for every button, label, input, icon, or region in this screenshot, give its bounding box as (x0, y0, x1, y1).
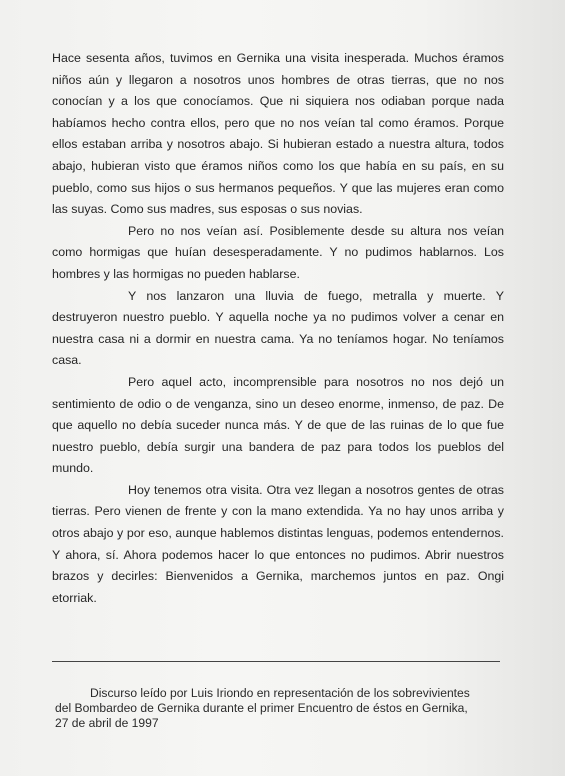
paragraph-4: Pero aquel acto, incomprensible para nosotros no nos dejó un sentimiento de odio o de venganza, sino un deseo enorme, inmenso, de paz. De que aquello no debía suceder nunca más. Y de que de las ruinas de lo que fue nuestro pueblo, debía surgir una bandera de paz para todos los pueblos del mundo. (52, 374, 504, 476)
speech-text (52, 48, 504, 609)
paragraph-3: Y nos lanzaron una lluvia de fuego, metralla y muerte. Y destruyeron nuestro pueblo. Y aquella noche ya no pudimos volver a cenar en nuestra casa ni a dormir en nuestra cama. Ya no teníamos hogar. No teníamos casa. (52, 288, 504, 368)
paragraph-1: Hace sesenta años, tuvimos en Gernika una visita inesperada. Muchos éramos niños aún y llegaron a nosotros unos hombres de otras tierras, que no nos conocían y a los que conocíamos. Que ni siquiera nos odiaban porque nada habíamos hecho contra ellos, pero que no nos veían tal como éramos. Porque ellos estaban arriba y nosotros abajo. Si hubieran estado a nuestra altura, todos abajo, hubieran visto que éramos niños como los que había en su país, en su pueblo, como sus hijos o sus hermanos pequeños. Y que las mujeres eran como las suyas. Como sus madres, sus esposas o sus novias. (52, 51, 504, 217)
paragraph-5: Hoy tenemos otra visita. Otra vez llegan a nosotros gentes de otras tierras. Pero vienen de frente y con la mano extendida. Ya no hay unos arriba y otros abajo y por eso, aunque hablemos distintas lenguas, podemos entendernos. Y ahora, sí. Ahora podemos hacer lo que entonces no pudimos. Abrir nuestros brazos y decirles: Bienvenidos a Gernika, marchemos juntos en paz. Ongi etorriak. (52, 482, 504, 605)
caption-line-3: 27 de abril de 1997 (55, 716, 159, 730)
caption-line-1: Discurso leído por Luis Iriondo en representación de los sobrevivientes (90, 686, 470, 700)
speech-caption (55, 686, 505, 731)
caption-line-2: del Bombardeo de Gernika durante el primer Encuentro de éstos en Gernika, (55, 701, 468, 715)
paragraph-2: Pero no nos veían así. Posiblemente desde su altura nos veían como hormigas que huían desesperadamente. Y no pudimos hablarnos. Los hombres y las hormigas no pueden hablarse. (52, 223, 504, 281)
divider-line (52, 661, 500, 662)
